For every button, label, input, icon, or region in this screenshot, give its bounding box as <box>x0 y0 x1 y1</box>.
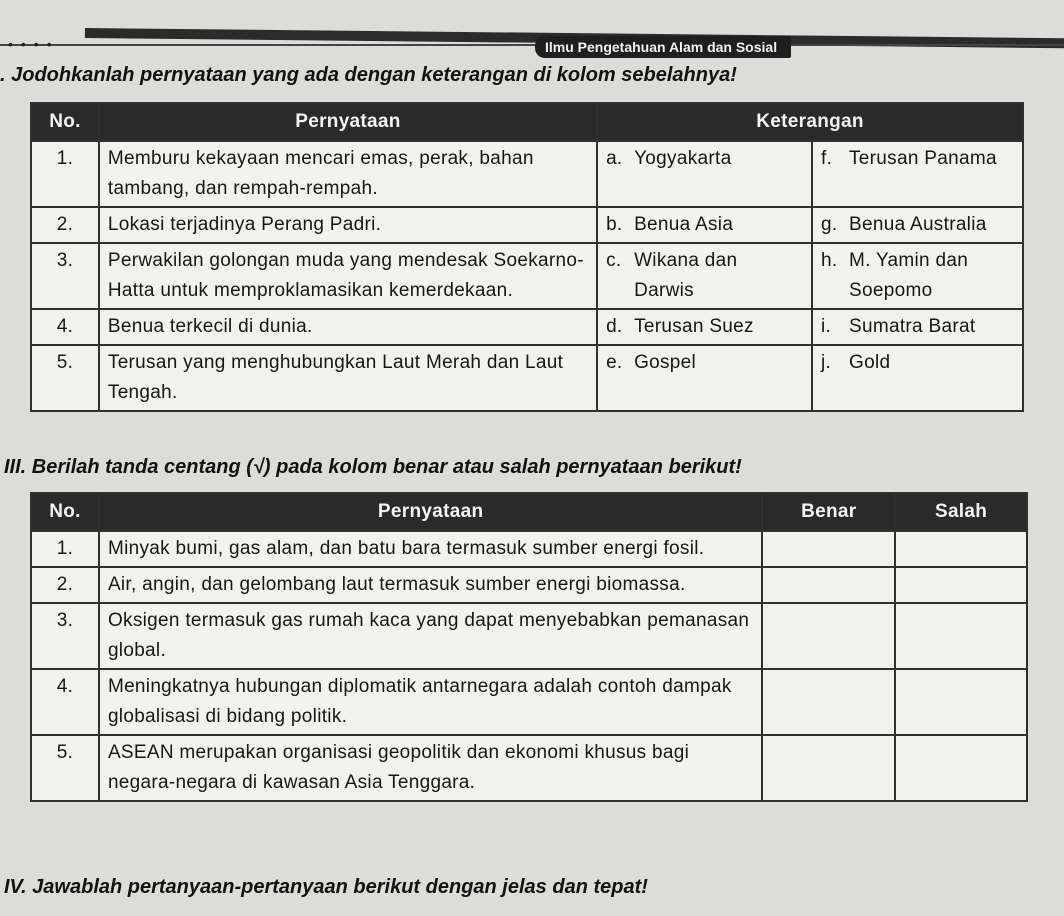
keterangan-k1-cell <box>597 345 812 411</box>
salah-checkbox-cell[interactable] <box>895 669 1027 735</box>
row-number: 5. <box>31 735 99 801</box>
keterangan-text: Gospel <box>634 352 697 373</box>
true-false-table-header <box>31 493 1027 531</box>
keterangan-k2-cell <box>812 243 1023 309</box>
keterangan-letter: b. <box>606 214 623 235</box>
keterangan-letter: c. <box>606 250 622 271</box>
section-ii-instruction: . Jodohkanlah pernyataan yang ada dengan keterangan di kolom sebelahnya! <box>0 64 737 86</box>
table-row <box>31 309 1023 345</box>
col-header-benar: Benar <box>762 493 895 531</box>
keterangan-k2-cell <box>812 141 1023 207</box>
keterangan-letter: h. <box>821 250 838 271</box>
salah-checkbox-cell[interactable] <box>895 735 1027 801</box>
col-header-no: No. <box>31 493 99 531</box>
keterangan-letter: i. <box>821 316 832 337</box>
statement-text: Meningkatnya hubungan diplomatik antarnegara adalah contoh dampak globalisasi di bidang politik. <box>99 669 762 735</box>
table-row <box>31 567 1027 603</box>
keterangan-k1-cell <box>597 309 812 345</box>
col-header-pernyataan: Pernyataan <box>99 493 762 531</box>
benar-checkbox-cell[interactable] <box>762 669 895 735</box>
benar-checkbox-cell[interactable] <box>762 603 895 669</box>
benar-checkbox-cell[interactable] <box>762 567 895 603</box>
table-row <box>31 603 1027 669</box>
row-number: 2. <box>31 207 99 243</box>
keterangan-letter: d. <box>606 316 623 337</box>
section-iii-instruction: III. Berilah tanda centang (√) pada kolom benar atau salah pernyataan berikut! <box>4 456 742 478</box>
row-number: 5. <box>31 345 99 411</box>
col-header-no: No. <box>31 103 99 141</box>
keterangan-text: M. Yamin dan Soepomo <box>849 250 969 301</box>
row-number: 2. <box>31 567 99 603</box>
salah-checkbox-cell[interactable] <box>895 531 1027 567</box>
statement-text: Oksigen termasuk gas rumah kaca yang dapat menyebabkan pemanasan global. <box>99 603 762 669</box>
statement-text: Benua terkecil di dunia. <box>99 309 597 345</box>
benar-checkbox-cell[interactable] <box>762 735 895 801</box>
keterangan-letter: e. <box>606 352 623 373</box>
row-number: 4. <box>31 309 99 345</box>
table-row <box>31 345 1023 411</box>
header-thin-rule <box>0 44 1064 46</box>
statement-text: Lokasi terjadinya Perang Padri. <box>99 207 597 243</box>
matching-table <box>30 102 1024 412</box>
table-row <box>31 207 1023 243</box>
table-row <box>31 531 1027 567</box>
benar-checkbox-cell[interactable] <box>762 531 895 567</box>
keterangan-letter: a. <box>606 148 623 169</box>
keterangan-k1-cell <box>597 207 812 243</box>
header-dots: •••• <box>8 36 60 52</box>
table-row <box>31 141 1023 207</box>
table-row <box>31 669 1027 735</box>
keterangan-text: Benua Asia <box>634 214 734 235</box>
keterangan-text: Terusan Suez <box>634 316 754 337</box>
keterangan-k2-cell <box>812 309 1023 345</box>
keterangan-letter: g. <box>821 214 838 235</box>
col-header-pernyataan: Pernyataan <box>99 103 597 141</box>
statement-text: Air, angin, dan gelombang laut termasuk sumber energi biomassa. <box>99 567 762 603</box>
row-number: 3. <box>31 243 99 309</box>
statement-text: ASEAN merupakan organisasi geopolitik dan ekonomi khusus bagi negara-negara di kawasan Asia Tenggara. <box>99 735 762 801</box>
matching-table-header <box>31 103 1023 141</box>
keterangan-k1-cell <box>597 141 812 207</box>
keterangan-k2-cell <box>812 345 1023 411</box>
table-row <box>31 243 1023 309</box>
keterangan-text: Terusan Panama <box>849 148 997 169</box>
statement-text: Perwakilan golongan muda yang mendesak Soekarno-Hatta untuk memproklamasikan kemerdekaan. <box>99 243 597 309</box>
col-header-salah: Salah <box>895 493 1027 531</box>
table-row <box>31 735 1027 801</box>
row-number: 3. <box>31 603 99 669</box>
salah-checkbox-cell[interactable] <box>895 603 1027 669</box>
keterangan-letter: j. <box>821 352 832 373</box>
row-number: 1. <box>31 141 99 207</box>
statement-text: Minyak bumi, gas alam, dan batu bara termasuk sumber energi fosil. <box>99 531 762 567</box>
keterangan-text: Benua Australia <box>849 214 987 235</box>
section-iv-instruction: IV. Jawablah pertanyaan-pertanyaan berikut dengan jelas dan tepat! <box>4 876 648 898</box>
keterangan-text: Wikana dan Darwis <box>634 250 738 301</box>
row-number: 4. <box>31 669 99 735</box>
subject-label: Ilmu Pengetahuan Alam dan Sosial <box>535 36 791 58</box>
keterangan-text: Sumatra Barat <box>849 316 976 337</box>
row-number: 1. <box>31 531 99 567</box>
keterangan-text: Yogyakarta <box>634 148 732 169</box>
keterangan-letter: f. <box>821 148 833 169</box>
true-false-table <box>30 492 1028 802</box>
statement-text: Terusan yang menghubungkan Laut Merah dan Laut Tengah. <box>99 345 597 411</box>
keterangan-k1-cell <box>597 243 812 309</box>
keterangan-k2-cell <box>812 207 1023 243</box>
salah-checkbox-cell[interactable] <box>895 567 1027 603</box>
statement-text: Memburu kekayaan mencari emas, perak, bahan tambang, dan rempah-rempah. <box>99 141 597 207</box>
keterangan-text: Gold <box>849 352 891 373</box>
col-header-keterangan: Keterangan <box>597 103 1023 141</box>
